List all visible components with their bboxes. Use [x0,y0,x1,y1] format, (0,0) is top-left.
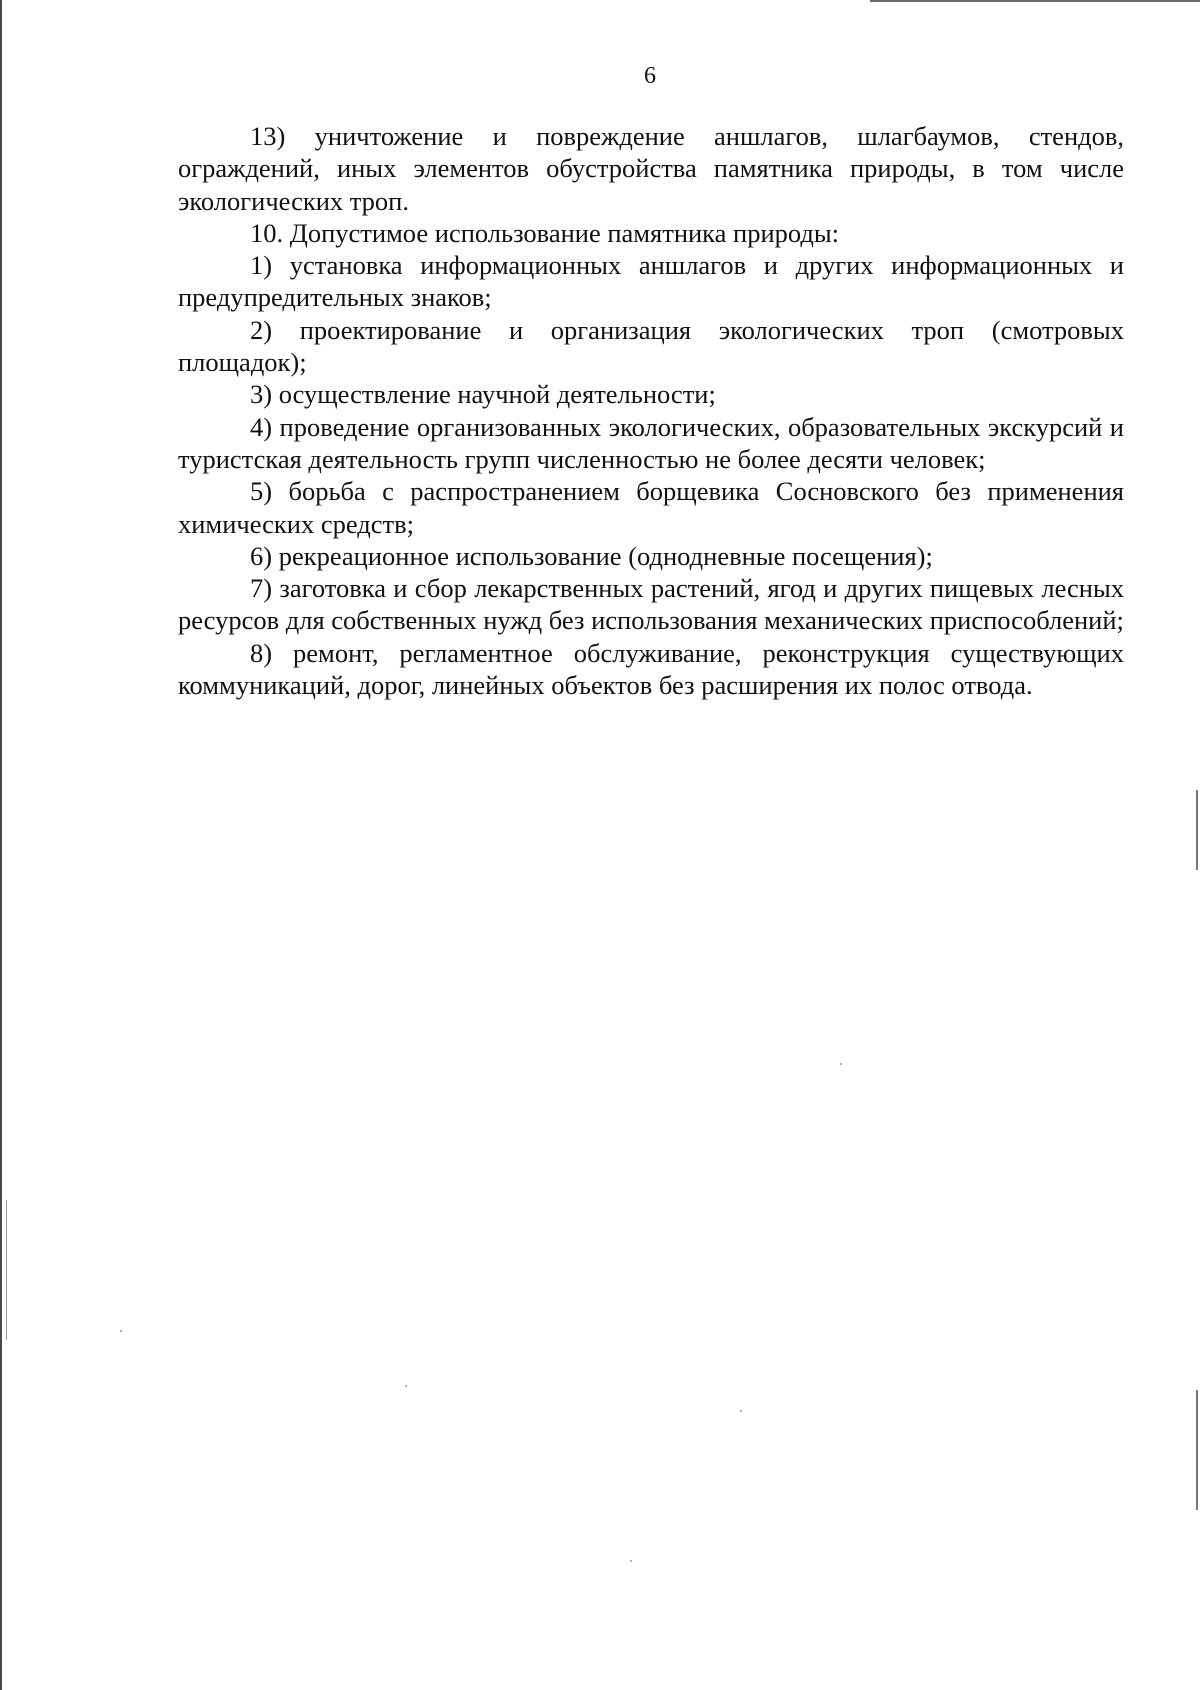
list-item: 8) ремонт, регламентное обслуживание, реконструкция существующих коммуникаций, дорог, линейных объектов без расширения их полос отвода. [178,637,1124,701]
scan-speck [405,1385,407,1387]
document-body [178,120,1124,701]
scan-edge-line [870,0,1200,2]
list-item: 1) установка информационных аншлагов и других информационных и предупредительных знаков; [178,250,1124,313]
scan-edge-line [1196,790,1198,870]
list-item: 7) заготовка и сбор лекарственных растений, ягод и других пищевых лесных ресурсов для собственных нужд без использования механических приспособлений; [178,573,1124,636]
scan-edge-line [0,0,2,1690]
scan-speck [740,1410,742,1412]
list-item: 3) осуществление научной деятельности; [250,379,716,410]
list-item: 13) уничтожение и повреждение аншлагов, шлагбаумов, стендов, ограждений, иных элементов обустройства памятника природы, в том числе экологических троп. [178,121,1124,216]
scan-speck [840,1063,842,1065]
scan-edge-line [6,1200,7,1340]
scan-speck [630,1560,632,1562]
section-heading: 10. Допустимое использование памятника природы: [250,217,840,248]
scan-edge-line [1196,1390,1198,1510]
page-number: 6 [644,63,656,89]
scan-speck [120,1330,122,1332]
list-item: 6) рекреационное использование (однодневные посещения); [250,540,933,571]
list-item: 2) проектирование и организация экологических троп (смотровых площадок); [178,314,1124,378]
list-item: 5) борьба с распространением борщевика Сосновского без применения химических средств; [178,476,1124,539]
list-item: 4) проведение организованных экологических, образовательных экскурсий и туристская деятельность групп численностью не более десяти человек; [178,411,1124,474]
